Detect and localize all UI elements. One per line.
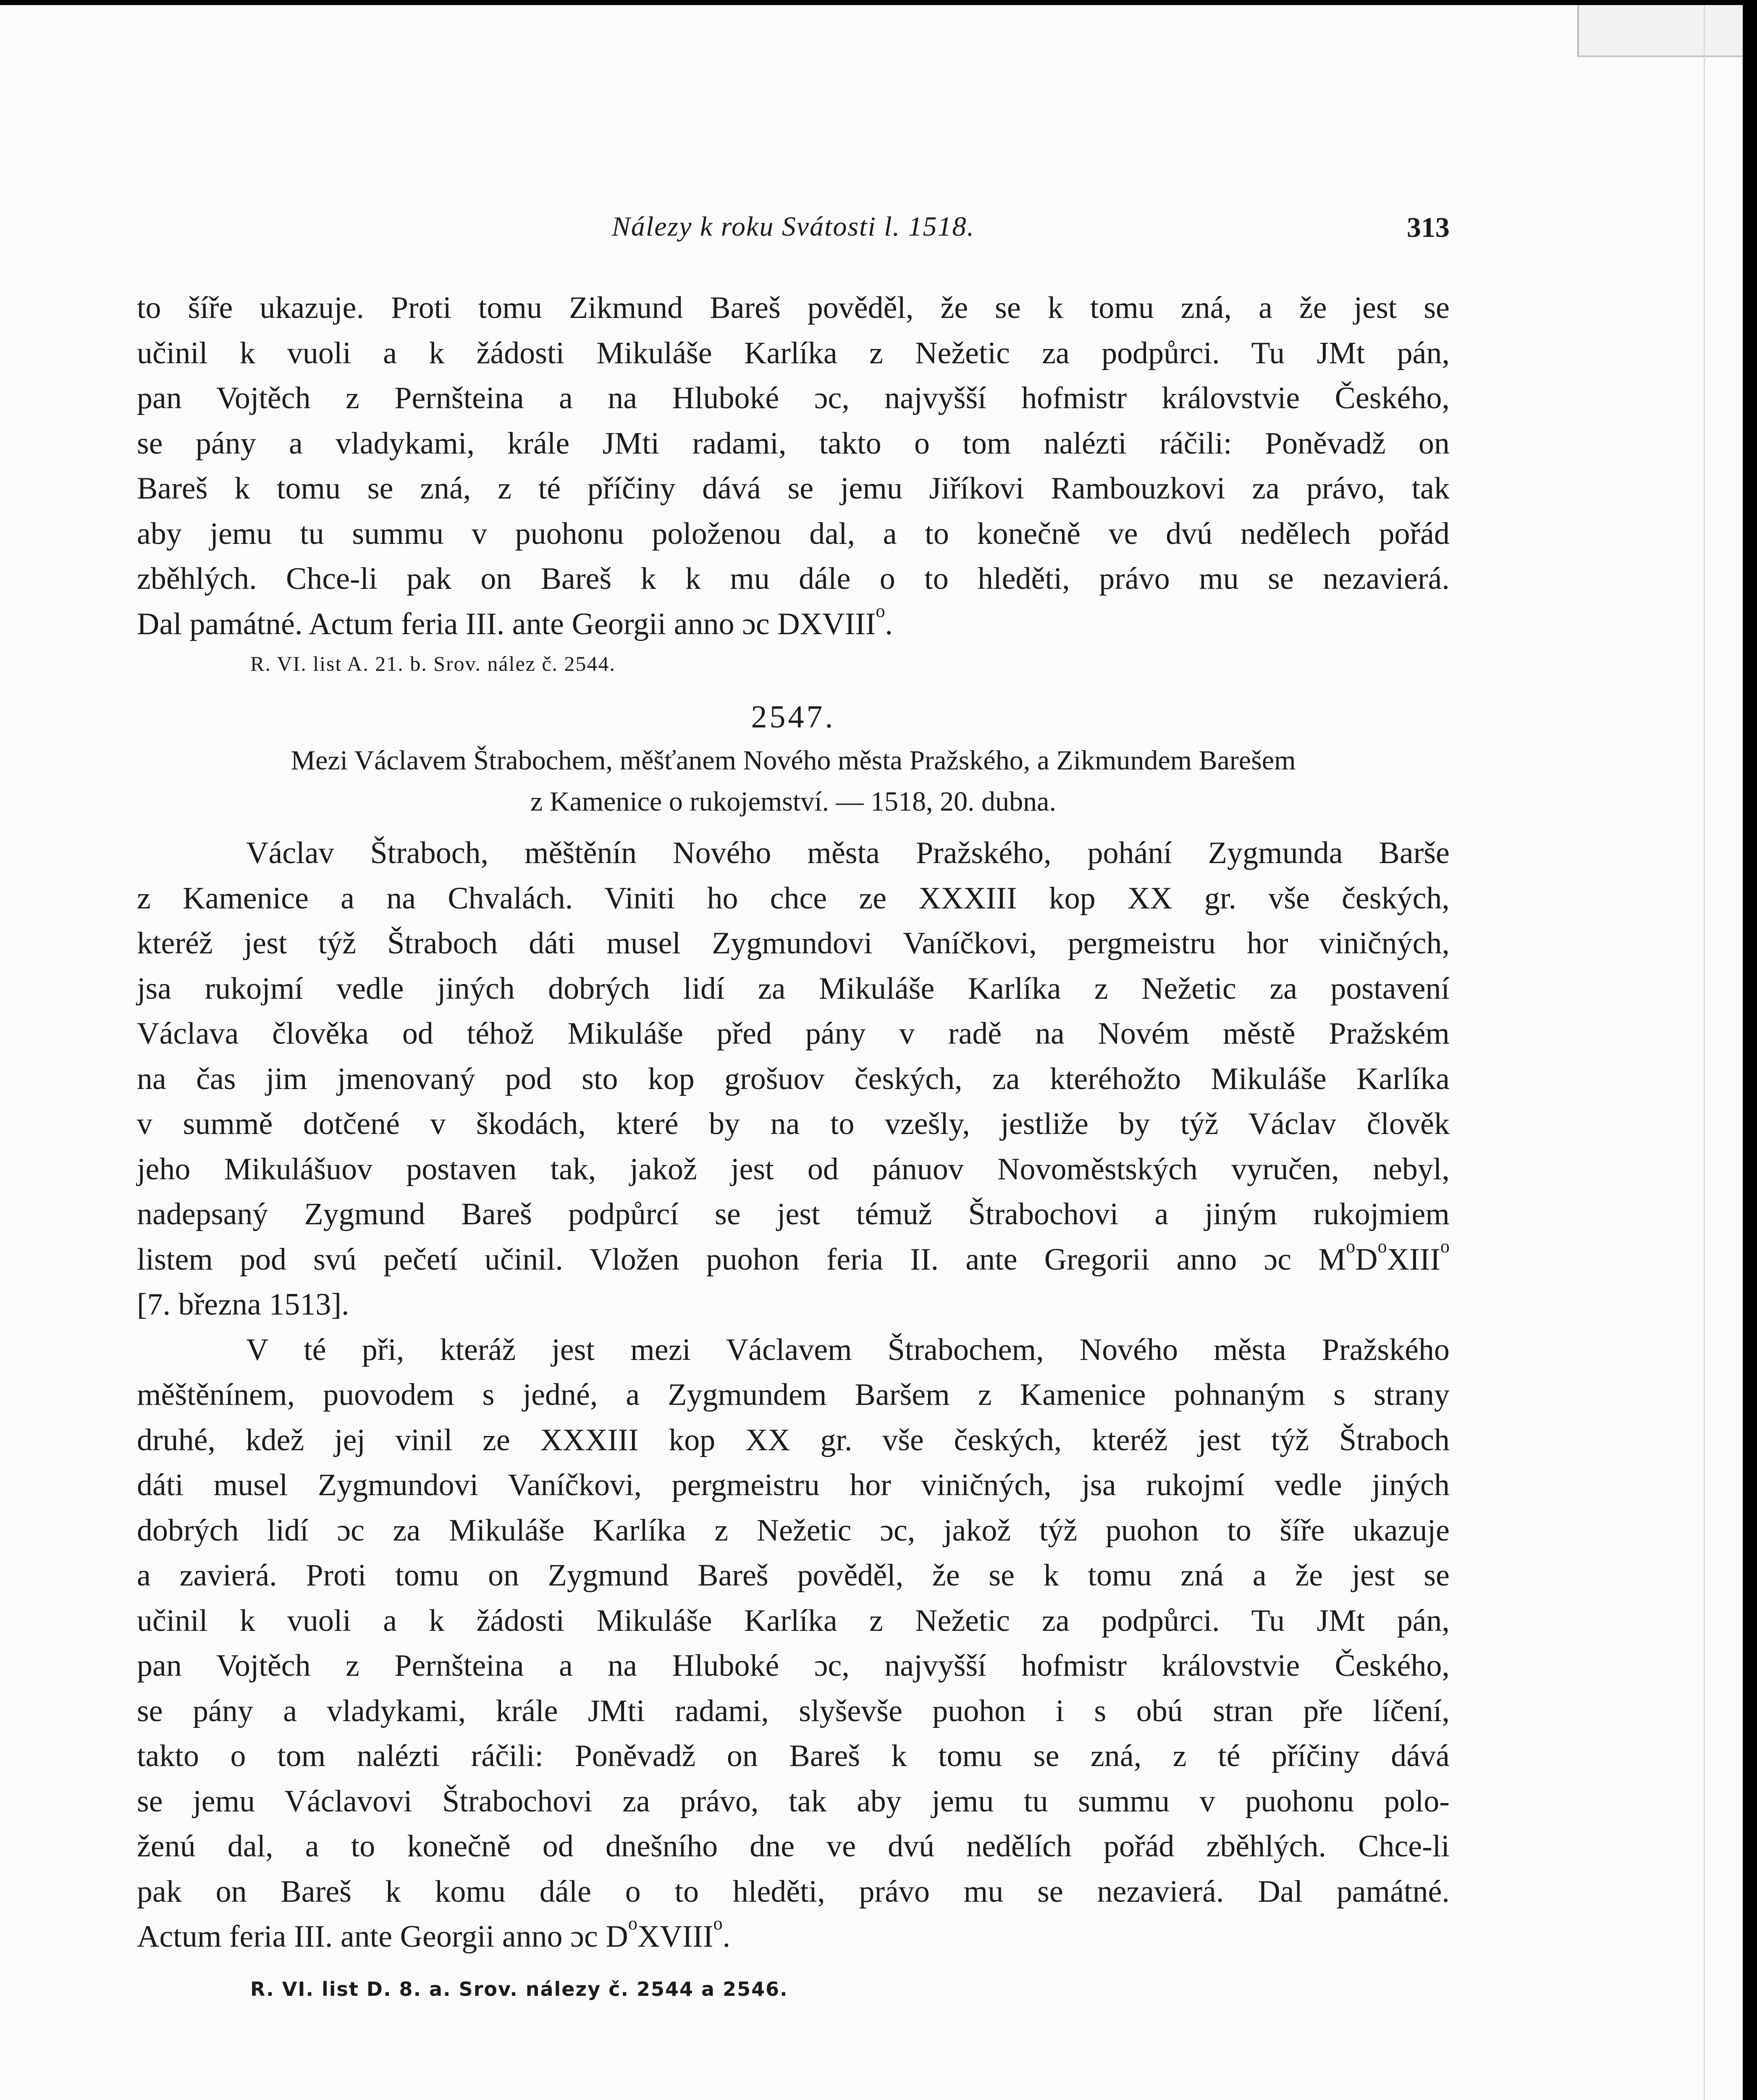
text-segment: XIII xyxy=(1387,1242,1440,1277)
regest-line: Mezi Václavem Štrabochem, měšťanem Nového města Pražského, a Zikmundem Barešem xyxy=(291,745,1296,776)
text-line: učinil k vuoli a k žádosti Mikuláše Karlíka z Nežetic za podpůrci. Tu JMt pán, xyxy=(137,336,1450,370)
text-line: z Kamenice a na Chvalách. Viniti ho chce ze XXXIII kop XX gr. vše českých, xyxy=(137,881,1450,916)
text-line: to šíře ukazuje. Proti tomu Zikmund Bareš pověděl, že se k tomu zná, a že jest se xyxy=(137,291,1450,325)
text-line: kteréž jest týž Štraboch dáti musel Zygmundovi Vaníčkovi, pergmeistru hor viničných, xyxy=(137,926,1450,961)
superscript: o xyxy=(1440,1236,1450,1257)
text-segment: Actum feria III. ante Georgii anno ɔc D xyxy=(137,1919,628,1954)
regest xyxy=(137,740,1450,822)
continuation-paragraph xyxy=(137,286,1450,647)
text-line: Václav Štraboch, měštěnín Nového města Pražského, pohání Zygmunda Barše xyxy=(246,836,1450,870)
text-line: aby jemu tu summu v puohonu položenou dal, a to konečně ve dvú nedělech pořád xyxy=(137,516,1450,551)
text-segment: . xyxy=(885,606,893,641)
text-line xyxy=(137,1914,1450,1960)
entry-number: 2547. xyxy=(751,699,836,735)
archive-reference: R. VI. list D. 8. a. Srov. nálezy č. 2544 a 2546. xyxy=(250,1977,788,2000)
text-line xyxy=(137,602,1450,647)
page-edge-fold xyxy=(1577,5,1743,57)
text-line: V té při, kteráž jest mezi Václavem Štrabochem, Nového města Pražského xyxy=(246,1332,1450,1367)
text-line: pan Vojtěch z Pernšteina a na Hluboké ɔc, najvyšší hofmistr královstvie Českého, xyxy=(137,1648,1450,1683)
running-title: Nálezy k roku Svátosti l. 1518. xyxy=(611,211,975,242)
paragraph-verdict xyxy=(137,1328,1450,1960)
text-line: takto o tom nalézti ráčili: Poněvadž on Bareš k tomu se zná, z té příčiny dává xyxy=(137,1739,1450,1773)
text-line: se pány a vladykami, krále JMti radami, slyševše puohon i s obú stran pře líčení, xyxy=(137,1693,1450,1728)
text-line: Bareš k tomu se zná, z té příčiny dává se jemu Jiříkovi Rambouzkovi za právo, tak xyxy=(137,471,1450,506)
text-line: pan Vojtěch z Pernšteina a na Hluboké ɔc, najvyšší hofmistr královstvie Českého, xyxy=(137,381,1450,415)
page-header xyxy=(137,211,1450,257)
text-segment: XVIII xyxy=(637,1919,713,1954)
text-line: Václava člověka od téhož Mikuláše před pány v radě na Novém městě Pražském xyxy=(137,1016,1450,1051)
superscript: o xyxy=(713,1913,723,1934)
text-line: ženú dal, a to konečně od dnešního dne ve dvú nedělích pořád zběhlých. Chce-li xyxy=(137,1829,1450,1864)
archive-reference: R. VI. list A. 21. b. Srov. nález č. 2544. xyxy=(250,652,616,675)
text-line: a zavierá. Proti tomu on Zygmund Bareš pověděl, že se k tomu zná a že jest se xyxy=(137,1558,1450,1593)
text-line: pak on Bareš k komu dále o to hleděti, právo mu se nezavierá. Dal památné. xyxy=(137,1874,1450,1909)
superscript: o xyxy=(1377,1236,1387,1257)
text-line: jsa rukojmí vedle jiných dobrých lidí za Mikuláše Karlíka z Nežetic za postavení xyxy=(137,971,1450,1006)
text-segment: listem pod svú pečetí učinil. Vložen puohon feria II. ante Gregorii anno ɔc M xyxy=(137,1242,1346,1277)
text-line: se jemu Václavovi Štrabochovi za právo, tak aby jemu tu summu v puohonu polo- xyxy=(137,1784,1450,1819)
text-line: měštěnínem, puovodem s jedné, a Zygmundem Baršem z Kamenice pohnaným s strany xyxy=(137,1378,1450,1412)
entry-2547 xyxy=(137,694,1450,2006)
text-line: nadepsaný Zygmund Bareš podpůrcí se jest témuž Štrabochovi a jiným rukojmiem xyxy=(137,1197,1450,1231)
text-segment: Dal památné. Actum feria III. ante Georgii anno ɔc DXVIII xyxy=(137,606,876,641)
superscript: o xyxy=(628,1913,637,1934)
text-segment: . xyxy=(722,1919,731,1954)
page-number: 313 xyxy=(1407,211,1450,243)
continuation-block xyxy=(137,286,1450,680)
text-line: na čas jim jmenovaný pod sto kop grošuov českých, za kteréhožto Mikuláše Karlíka xyxy=(137,1061,1450,1096)
text-line: se pány a vladykami, krále JMti radami, takto o tom nalézti ráčili: Poněvadž on xyxy=(137,426,1450,461)
text-line: dobrých lidí ɔc za Mikuláše Karlíka z Nežetic ɔc, jakož týž puohon to šíře ukazuje xyxy=(137,1513,1450,1548)
page-edge-line xyxy=(1704,5,1705,2100)
superscript: o xyxy=(1346,1236,1356,1257)
text-line: učinil k vuoli a k žádosti Mikuláše Karlíka z Nežetic za podpůrci. Tu JMt pán, xyxy=(137,1603,1450,1638)
text-line: dáti musel Zygmundovi Vaníčkovi, pergmeistru hor viničných, jsa rukojmí vedle jiných xyxy=(137,1468,1450,1502)
text-segment: D xyxy=(1355,1242,1378,1277)
page xyxy=(0,5,1743,2100)
text-line: zběhlých. Chce-li pak on Bareš k k mu dále o to hleděti, právo mu se nezavierá. xyxy=(137,562,1450,596)
text-line: [7. března 1513]. xyxy=(137,1287,349,1322)
text-line: v summě dotčené v škodách, které by na to vzešly, jestliže by týž Václav člověk xyxy=(137,1107,1450,1141)
superscript: o xyxy=(876,600,885,621)
text-line: jeho Mikulášuov postaven tak, jakož jest od pánuov Novoměstských vyručen, nebyl, xyxy=(137,1152,1450,1186)
text-line: druhé, kdež jej vinil ze XXXIII kop XX gr. vše českých, kteréž jest týž Štraboch xyxy=(137,1423,1450,1457)
text-line xyxy=(137,1237,1450,1283)
regest-line: z Kamenice o rukojemství. — 1518, 20. dubna. xyxy=(530,786,1056,817)
paragraph-summons xyxy=(137,831,1450,1328)
